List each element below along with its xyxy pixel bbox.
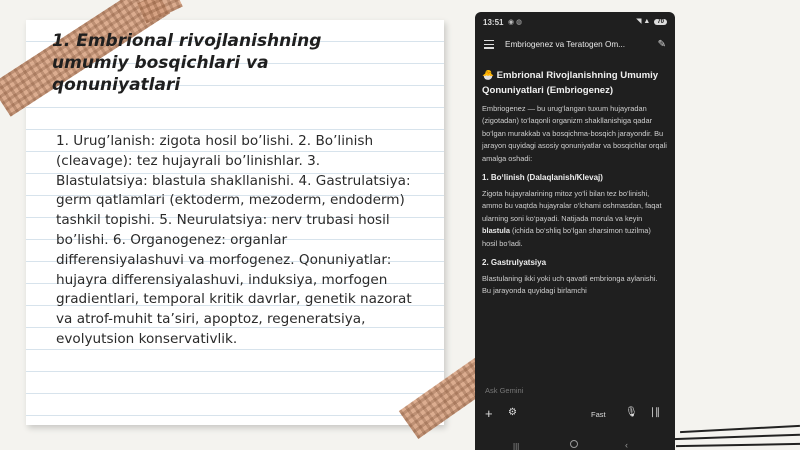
- heading-text: Embrional Rivojlanishning Umumiy Qonuniyatlari (Embriogenez): [482, 70, 659, 96]
- slide-title: 1. Embrional rivojlanishning umumiy bosqichlari va qonuniyatlari: [52, 31, 322, 95]
- wifi-icon: ◥: [636, 18, 642, 25]
- menu-icon[interactable]: [484, 40, 494, 48]
- model-mode-button[interactable]: Fast: [591, 410, 606, 419]
- intro-paragraph: Embriogenez — bu urug‘langan tuxum hujayradan (zigotadan) to‘laqonli organizm shakllanishiga qadar bo‘lgan murakkab va bosqichma-bosqich jarayondir. Bu jarayon quyidagi asosiy qonuniyatlar va bosqichlar orqali amalga oshadi:: [482, 104, 667, 163]
- section-title: 1. Bo‘linish (Dalaqlanish/Klevaj): [482, 173, 603, 183]
- decorative-lines: [670, 420, 800, 450]
- add-icon[interactable]: +: [485, 406, 493, 421]
- response-heading: [482, 68, 668, 98]
- section-paragraph: Zigota hujayralarining mitoz yo‘li bilan tez bo‘linishi, ammo bu vaqtda hujayralar o‘lchami oshmasdan, faqat ularning soni ko‘payadi. Natijada morula va keyin blastula (ichida bo‘shliq bo‘lgan sharsimon tuzilma) hosil bo‘ladi.: [482, 189, 662, 248]
- status-time: 13:51: [483, 18, 504, 27]
- signal-icon: ▲: [643, 18, 651, 25]
- chat-title[interactable]: Embriogenez va Teratogen Om...: [505, 40, 625, 49]
- battery-icon: 70: [654, 19, 667, 25]
- back-icon[interactable]: ‹: [625, 440, 628, 450]
- section-title: 2. Gastrulyatsiya: [482, 258, 547, 268]
- recents-icon[interactable]: |||: [513, 442, 520, 450]
- new-chat-icon[interactable]: ✎: [657, 39, 666, 50]
- notification-icons: ◉ ◍: [508, 19, 523, 26]
- system-nav-bar: [475, 438, 675, 450]
- home-icon[interactable]: [570, 440, 578, 448]
- voice-mode-icon[interactable]: ∣∥: [650, 407, 660, 418]
- chat-content: [482, 68, 668, 306]
- prompt-input[interactable]: Ask Gemini: [485, 386, 524, 395]
- section-paragraph: Blastulaning ikki yoki uch qavatli embrionga aylanishi. Bu jarayonda quyidagi birlamchi: [482, 274, 658, 296]
- status-right: [636, 17, 667, 25]
- status-bar: [475, 12, 675, 32]
- phone-screen: [475, 12, 675, 450]
- slide-body: 1. Urug’lanish: zigota hosil bo’lishi. 2. Bo’linish (cleavage): tez hujayrali bo’linishlar. 3. Blastulatsiya: blastula shakllanishi. 4. Gastrulatsiya: germ qatlamlari (ektoderm, mezoderm, endoderm) tashkil topishi. 5. Neurulatsiya: nerv trubasi hosil bo’lishi. 6. Organogenez: organlar differensiyalashuvi va morfogenez. Qonuniyatlar: hujayra differensiyalashuvi, induksiya, morfogen gradientlari, temporal kritik davrlar, genetik nazorat va atrof-muhit ta’siri, apoptoz, regeneratsiya, evolyutsion konservativlik.: [56, 133, 412, 347]
- tools-icon[interactable]: ⚙: [508, 407, 517, 418]
- microphone-icon[interactable]: 🎙: [625, 407, 638, 418]
- app-bar: [475, 34, 675, 56]
- hatching-chick-icon: 🐣: [482, 70, 494, 81]
